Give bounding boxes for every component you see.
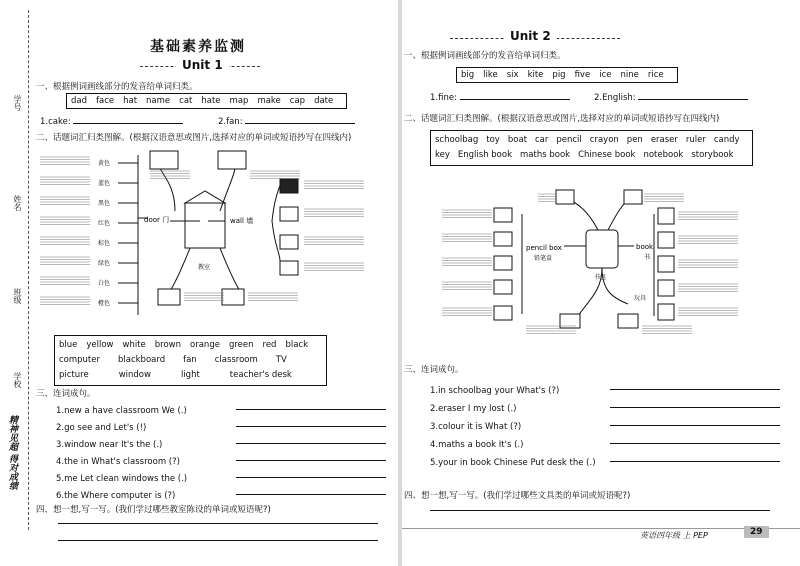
word: crayon bbox=[589, 135, 619, 145]
word: fan bbox=[183, 355, 197, 365]
eraser-image bbox=[494, 306, 512, 320]
unit-title: Unit 1 bbox=[176, 58, 229, 72]
toys-label: 玩具 bbox=[634, 295, 647, 302]
word: maths book bbox=[520, 150, 571, 160]
word: boat bbox=[507, 135, 527, 145]
word: cat bbox=[179, 96, 193, 106]
s1-question-1: 1.fine: bbox=[430, 93, 570, 103]
s1-heading: 一、根据例词画线部分的发音给单词归类。 bbox=[404, 51, 566, 61]
candy-image bbox=[556, 190, 574, 204]
word: six bbox=[506, 70, 519, 80]
chinese-book-image bbox=[658, 256, 674, 272]
sentence-item bbox=[430, 450, 780, 468]
maths-book-image bbox=[658, 232, 674, 248]
word: light bbox=[180, 370, 200, 380]
window-image bbox=[150, 151, 178, 169]
footer-rule bbox=[402, 528, 800, 529]
word: green bbox=[228, 340, 254, 350]
schoolbag-icon bbox=[586, 230, 618, 268]
sentence-text: 2.go see and Let's (!) bbox=[56, 423, 147, 433]
car-image bbox=[618, 314, 638, 328]
right-page bbox=[402, 0, 800, 566]
word: teacher's desk bbox=[229, 370, 292, 380]
color-label: 棕色 bbox=[98, 240, 111, 247]
computer-image bbox=[158, 289, 180, 305]
sentence-item bbox=[56, 449, 386, 466]
s4-answer-line-1[interactable] bbox=[58, 523, 378, 524]
s2-word-box bbox=[54, 335, 327, 386]
word: candy bbox=[713, 135, 740, 145]
word: name bbox=[146, 96, 171, 106]
word: car bbox=[534, 135, 549, 145]
color-label: 绿色 bbox=[98, 260, 111, 267]
s1-word-box bbox=[456, 67, 678, 83]
sentence-text: 3.colour it is What (?) bbox=[430, 422, 522, 432]
word: pen bbox=[626, 135, 643, 145]
word: black bbox=[285, 340, 309, 350]
pencil-image bbox=[494, 208, 512, 222]
s3-heading: 三、连词成句。 bbox=[36, 389, 96, 399]
word: nine bbox=[620, 70, 639, 80]
word: picture bbox=[59, 370, 89, 380]
word: schoolbag bbox=[435, 135, 479, 145]
s1-question-2: 2.fan: bbox=[218, 117, 355, 127]
word: orange bbox=[190, 340, 220, 350]
unit-title: Unit 2 bbox=[504, 29, 557, 43]
key-image bbox=[624, 190, 642, 204]
s4-heading: 四、想一想,写一写。(我们学过哪些教室陈设的单词或短语呢?) bbox=[36, 505, 271, 515]
word: hat bbox=[123, 96, 138, 106]
storybook-image bbox=[658, 304, 674, 320]
picture-image bbox=[280, 207, 298, 221]
s2-word-box bbox=[430, 130, 753, 166]
word: blue bbox=[59, 340, 78, 350]
sentence-answer-line[interactable] bbox=[610, 461, 780, 462]
word: pig bbox=[552, 70, 566, 80]
sentence-answer-line[interactable] bbox=[236, 477, 386, 478]
sentence-text: 6.the Where computer is (?) bbox=[56, 491, 176, 501]
sentence-text: 1.new a have classroom We (.) bbox=[56, 406, 187, 416]
margin-label-student-number: 学号 bbox=[13, 95, 22, 111]
classroom-icon bbox=[185, 203, 225, 248]
word: blackboard bbox=[118, 355, 166, 365]
light-image bbox=[280, 261, 298, 275]
sentence-text: 5.your in book Chinese Put desk the (.) bbox=[430, 458, 596, 468]
color-label: 红色 bbox=[98, 220, 111, 227]
s2-heading: 二、话题词汇归类图解。(根据汉语意思或图片,选择对应的单词或短语抄写在四线内) bbox=[36, 133, 352, 143]
binding-line bbox=[28, 10, 29, 530]
sentence-item bbox=[430, 414, 780, 432]
word: computer bbox=[59, 355, 100, 365]
fan-image bbox=[222, 289, 244, 305]
pencil-box-cn-label: 铅笔盒 bbox=[534, 255, 553, 262]
sentence-text: 1.in schoolbag your What's (?) bbox=[430, 386, 560, 396]
word: window bbox=[118, 370, 151, 380]
wall-label: wall 墙 bbox=[230, 217, 254, 225]
sentence-item bbox=[56, 415, 386, 432]
sentence-answer-line[interactable] bbox=[236, 494, 386, 495]
word: storybook bbox=[691, 150, 734, 160]
word: kite bbox=[527, 70, 544, 80]
center-label: 教室 bbox=[198, 264, 211, 271]
sentence-item bbox=[430, 378, 780, 396]
sentence-answer-line[interactable] bbox=[236, 426, 386, 427]
sentence-answer-line[interactable] bbox=[610, 425, 780, 426]
word: cap bbox=[289, 96, 306, 106]
sentence-item bbox=[430, 432, 780, 450]
s4-answer-line-1[interactable] bbox=[430, 510, 770, 511]
blackboard-image bbox=[280, 179, 298, 193]
center-label: 书包 bbox=[594, 274, 607, 281]
word: like bbox=[483, 70, 498, 80]
word: pencil bbox=[556, 135, 582, 145]
s4-heading: 四、想一想,写一写。(我们学过哪些文具类的单词或短语呢?) bbox=[404, 491, 631, 501]
word: rice bbox=[647, 70, 664, 80]
word: yellow bbox=[86, 340, 114, 350]
page-number: 29 bbox=[744, 526, 769, 538]
word: face bbox=[96, 96, 115, 106]
sentence-item bbox=[56, 432, 386, 449]
sentence-answer-line[interactable] bbox=[236, 443, 386, 444]
word: key bbox=[435, 150, 450, 160]
book-label: book bbox=[636, 243, 654, 251]
word: map bbox=[229, 96, 249, 106]
tv-image bbox=[280, 235, 298, 249]
margin-label-school: 学校 bbox=[13, 372, 22, 388]
sentence-answer-line[interactable] bbox=[610, 407, 780, 408]
sentence-text: 5.me Let clean windows the (.) bbox=[56, 474, 188, 484]
page-title: 基础素养监测 bbox=[150, 39, 246, 55]
word: make bbox=[257, 96, 281, 106]
color-label: 蓝色 bbox=[98, 180, 111, 187]
word: red bbox=[262, 340, 277, 350]
word: toy bbox=[486, 135, 500, 145]
sentence-text: 4.maths a book It's (.) bbox=[430, 440, 524, 450]
crayon-image bbox=[494, 232, 512, 246]
color-label: 黄色 bbox=[98, 160, 111, 167]
left-page bbox=[0, 0, 398, 566]
word: notebook bbox=[643, 150, 684, 160]
schoolbag-diagram bbox=[438, 176, 758, 356]
word: dad bbox=[71, 96, 87, 106]
sentence-answer-line[interactable] bbox=[236, 409, 386, 410]
footer-book-label: 英语四年级 上 PEP bbox=[640, 531, 708, 540]
sentence-text: 2.eraser I my lost (.) bbox=[430, 404, 517, 414]
word: English book bbox=[457, 150, 513, 160]
teachers-desk-image bbox=[218, 151, 246, 169]
word: five bbox=[574, 70, 591, 80]
word: hate bbox=[201, 96, 221, 106]
s3-heading: 三、连词成句。 bbox=[404, 365, 464, 375]
color-label: 白色 bbox=[98, 280, 111, 287]
pen-image bbox=[494, 256, 512, 270]
pencil-box-label: pencil box bbox=[526, 244, 562, 252]
door-label: door 门 bbox=[144, 216, 170, 224]
word: ruler bbox=[685, 135, 706, 145]
english-book-image bbox=[658, 208, 674, 224]
word: brown bbox=[154, 340, 182, 350]
margin-label-name: 姓名 bbox=[13, 195, 22, 211]
sentence-item bbox=[56, 398, 386, 415]
color-label: 黑色 bbox=[98, 200, 111, 207]
notebook-image bbox=[658, 280, 674, 296]
sentence-answer-line[interactable] bbox=[236, 460, 386, 461]
sentence-item bbox=[56, 466, 386, 483]
classroom-diagram bbox=[40, 143, 380, 325]
word: white bbox=[122, 340, 146, 350]
word: Chinese book bbox=[578, 150, 636, 160]
word: TV bbox=[275, 355, 287, 365]
margin-label-class: 班级 bbox=[13, 288, 22, 304]
word: date bbox=[314, 96, 334, 106]
book-cn-label: 书 bbox=[644, 254, 651, 261]
sentence-text: 3.window near It's the (.) bbox=[56, 440, 163, 450]
s1-question-2: 2.English: bbox=[594, 93, 748, 103]
s4-answer-line-2[interactable] bbox=[58, 540, 378, 541]
ruler-image bbox=[494, 280, 512, 294]
sentence-answer-line[interactable] bbox=[610, 389, 780, 390]
sentence-item bbox=[430, 396, 780, 414]
s1-heading: 一、根据例词画线部分的发音给单词归类。 bbox=[36, 82, 198, 92]
s1-word-box bbox=[66, 93, 347, 109]
word: eraser bbox=[650, 135, 678, 145]
s2-heading: 二、话题词汇归类图解。(根据汉语意思或图片,选择对应的单词或短语抄写在四线内) bbox=[404, 114, 720, 124]
word: ice bbox=[599, 70, 612, 80]
brand-logo-text: 精神见超 得对成绩 bbox=[7, 415, 17, 491]
word: classroom bbox=[214, 355, 258, 365]
color-label: 橙色 bbox=[98, 300, 111, 307]
s1-question-1: 1.cake: bbox=[40, 117, 183, 127]
sentence-text: 4.the in What's classroom (?) bbox=[56, 457, 180, 467]
sentence-item bbox=[56, 483, 386, 500]
sentence-answer-line[interactable] bbox=[610, 443, 780, 444]
word: big bbox=[461, 70, 475, 80]
